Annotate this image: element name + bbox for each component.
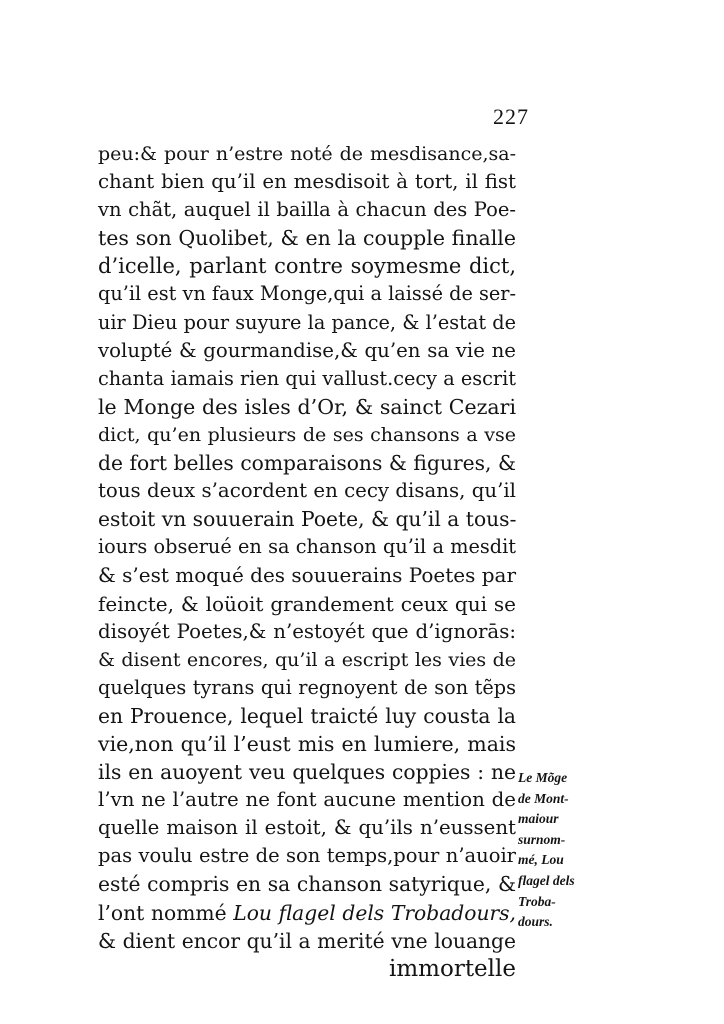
- margin-note-line: dours.: [518, 914, 553, 930]
- text-line: le Monge des isles d’Or, & sainct Cezari: [98, 394, 516, 419]
- margin-note-line: maiour: [518, 811, 559, 827]
- text-line: & dient encor qu’il a merité vne louange: [98, 928, 516, 953]
- text-span: l’ont nommé: [98, 900, 234, 925]
- text-line: uir Dieu pour suyure la pance, & l’estat de: [98, 310, 516, 334]
- text-line: esté compris en sa chanson satyrique, &: [98, 872, 516, 897]
- text-line: chanta iamais rien qui vallust.cecy a escrit: [98, 366, 516, 390]
- text-line: de fort belles comparaisons & figures, &: [98, 451, 516, 476]
- text-line: dict, qu’en plusieurs de ses chansons a vse: [98, 423, 516, 446]
- text-line: d’icelle, parlant contre soymesme dict,: [98, 254, 516, 279]
- text-line: vie,non qu’il l’eust mis en lumiere, mais: [98, 731, 516, 756]
- text-line: pas voulu estre de son temps,pour n’auoir: [98, 844, 516, 868]
- catchword: immortelle: [389, 955, 516, 982]
- text-line: estoit vn souuerain Poete, & qu’il a tous-: [98, 507, 517, 532]
- text-line: & s’est moqué des souuerains Poetes par: [98, 563, 517, 588]
- text-line: qu’il est vn faux Monge,qui a laissé de ser-: [98, 282, 516, 306]
- text-line: ils en auoyent veu quelques coppies : ne: [98, 760, 516, 785]
- margin-note-line: surnom-: [518, 831, 566, 847]
- margin-note-line: Le Mõge: [518, 770, 568, 785]
- text-line: volupté & gourmandise,& qu’en sa vie ne: [98, 338, 516, 362]
- text-line: quelle maison il estoit, & qu’ils n’eussent: [98, 816, 516, 840]
- text-line: chant bien qu’il en mesdisoit à tort, il fist: [98, 170, 516, 194]
- text-line-with-italic: [98, 899, 516, 927]
- margin-note-line: mé, Lou: [518, 852, 564, 868]
- body-text: [98, 140, 516, 983]
- text-line: & disent encores, qu’il a escript les vies de: [98, 648, 516, 671]
- text-line: peu:& pour n’estre noté de mesdisance,sa-: [98, 143, 516, 165]
- margin-note: [518, 768, 604, 933]
- margin-note-line: de Mont-: [518, 790, 569, 806]
- text-line: tes son Quolibet, & en la coupple finalle: [98, 226, 516, 251]
- text-line: feincte, & loüoit grandement ceux qui se: [98, 591, 516, 616]
- margin-note-line: flagel dels: [518, 872, 575, 888]
- italic-title-span: Lou flagel dels Trobadours,: [233, 900, 516, 925]
- text-line: en Prouence, lequel traicté luy cousta la: [98, 703, 516, 728]
- text-line: vn chãt, auquel il bailla à chacun des Poe-: [98, 198, 516, 222]
- text-line: quelques tyrans qui regnoyent de son tẽps: [98, 675, 516, 699]
- text-line: tous deux s’acordent en cecy disans, qu’il: [98, 479, 516, 503]
- page-number: 227: [493, 104, 529, 129]
- margin-note-line: Troba-: [518, 893, 556, 909]
- text-line: disoyét Poetes,& n’estoyét que d’ignorās:: [98, 619, 516, 643]
- text-line: iours obserué en sa chanson qu’il a mesdit: [98, 535, 516, 559]
- text-line: l’vn ne l’autre ne font aucune mention de: [98, 788, 516, 812]
